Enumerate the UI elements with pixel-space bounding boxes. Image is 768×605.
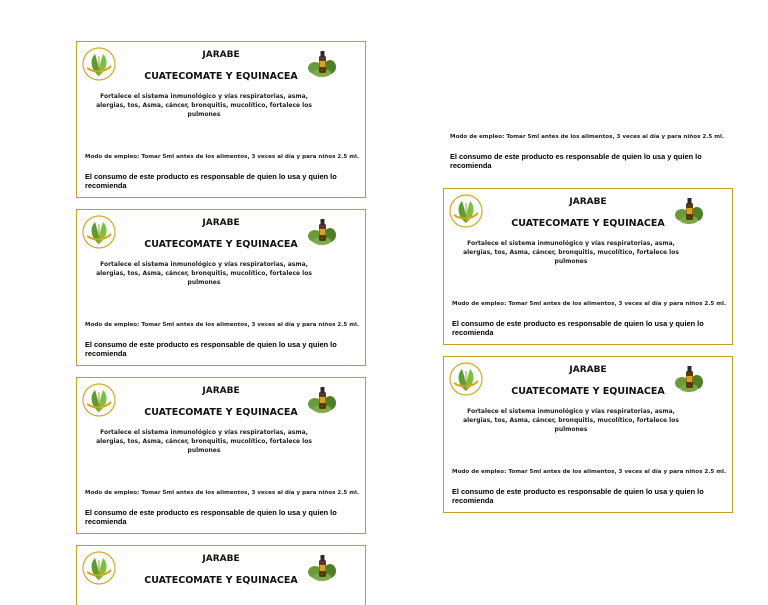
label-card-5: [443, 188, 733, 345]
label-card-2: [76, 209, 366, 366]
product-description: Fortalece el sistema inmunológico y vías respiratorias, asma, alergias, tos, Asma, cáncer, bronquitis, mucolítico, fortalece los pulmones: [96, 93, 312, 118]
product-name: CUATECOMATE Y EQUINACEA: [144, 575, 298, 586]
responsibility-warning: El consumo de este producto es responsable de quien lo usa y quien lo recomienda: [85, 508, 337, 526]
product-title: JARABE: [202, 386, 240, 396]
product-title: JARABE: [202, 218, 240, 228]
product-name: CUATECOMATE Y EQUINACEA: [144, 407, 298, 418]
usage-instructions: Modo de empleo: Tomar 5ml antes de los alimentos, 3 veces al día y para niños 2.5 ml.: [85, 154, 360, 160]
product-description: Fortalece el sistema inmunológico y vías respiratorias, asma, alergias, tos, Asma, cáncer, bronquitis, mucolítico, fortalece los pulmones: [96, 261, 312, 286]
label-card-1: [76, 41, 366, 198]
product-title: JARABE: [202, 50, 240, 60]
product-name: CUATECOMATE Y EQUINACEA: [144, 71, 298, 82]
product-title: JARABE: [569, 197, 607, 207]
responsibility-warning: El consumo de este producto es responsable de quien lo usa y quien lo recomienda: [452, 319, 704, 337]
responsibility-warning: El consumo de este producto es responsable de quien lo usa y quien lo recomienda: [85, 340, 337, 358]
usage-instructions: Modo de empleo: Tomar 5ml antes de los alimentos, 3 veces al día y para niños 2.5 ml.: [452, 469, 727, 475]
label-card-3: [76, 377, 366, 534]
label-card-6: [443, 356, 733, 513]
responsibility-warning: El consumo de este producto es responsable de quien lo usa y quien lo recomienda: [452, 487, 704, 505]
usage-instructions: Modo de empleo: Tomar 5ml antes de los alimentos, 3 veces al día y para niños 2.5 ml.: [85, 490, 360, 496]
usage-instructions: Modo de empleo: Tomar 5ml antes de los alimentos, 3 veces al día y para niños 2.5 ml.: [452, 301, 727, 307]
responsibility-warning: El consumo de este producto es responsable de quien lo usa y quien lo recomienda: [450, 152, 702, 170]
product-name: CUATECOMATE Y EQUINACEA: [144, 239, 298, 250]
label-card-4-partial: [76, 545, 366, 605]
product-description: Fortalece el sistema inmunológico y vías respiratorias, asma, alergias, tos, Asma, cáncer, bronquitis, mucolítico, fortalece los pulmones: [463, 408, 679, 433]
product-title: JARABE: [202, 554, 240, 564]
usage-instructions: Modo de empleo: Tomar 5ml antes de los alimentos, 3 veces al día y para niños 2.5 ml.: [85, 322, 360, 328]
product-name: CUATECOMATE Y EQUINACEA: [511, 386, 665, 397]
product-description: Fortalece el sistema inmunológico y vías respiratorias, asma, alergias, tos, Asma, cáncer, bronquitis, mucolítico, fortalece los pulmones: [463, 240, 679, 265]
product-name: CUATECOMATE Y EQUINACEA: [511, 218, 665, 229]
product-description: Fortalece el sistema inmunológico y vías respiratorias, asma, alergias, tos, Asma, cáncer, bronquitis, mucolítico, fortalece los pulmones: [96, 429, 312, 454]
product-title: JARABE: [569, 365, 607, 375]
responsibility-warning: El consumo de este producto es responsable de quien lo usa y quien lo recomienda: [85, 172, 337, 190]
usage-instructions: Modo de empleo: Tomar 5ml antes de los alimentos, 3 veces al día y para niños 2.5 ml.: [450, 134, 725, 140]
